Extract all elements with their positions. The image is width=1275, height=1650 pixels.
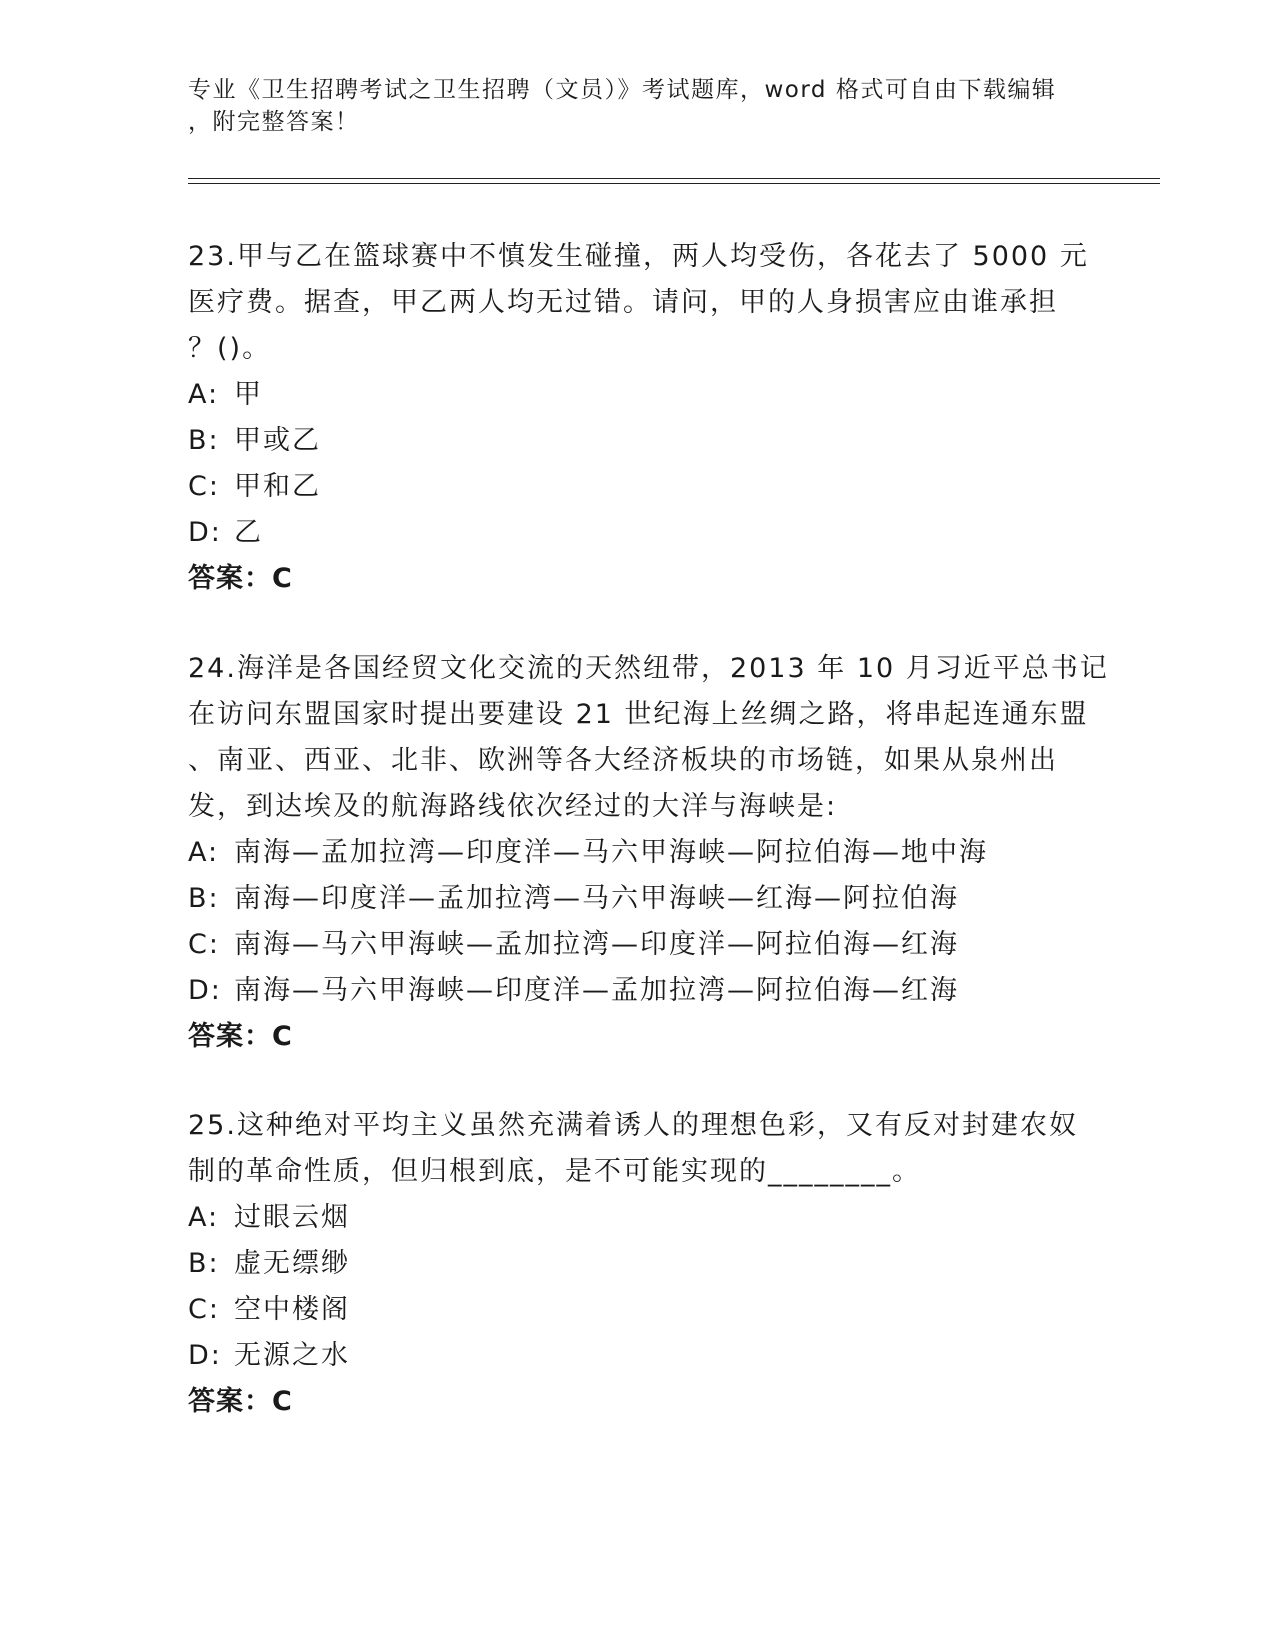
- option-c: [188, 464, 1088, 510]
- option-text: 空中楼阁: [234, 1294, 350, 1325]
- option-a: [188, 372, 1088, 418]
- answer-line: 答案：C: [188, 563, 293, 594]
- option-letter: C:: [188, 1294, 220, 1325]
- option-text: 南海—马六甲海峡—孟加拉湾—印度洋—阿拉伯海—红海: [234, 929, 959, 960]
- question-text: 23.甲与乙在篮球赛中不慎发生碰撞，两人均受伤，各花去了 5000 元: [188, 241, 1089, 272]
- option-letter: D:: [188, 975, 222, 1006]
- question-text: ？()。: [188, 333, 272, 364]
- option-text: 甲: [234, 379, 263, 410]
- header-line: 专业《卫生招聘考试之卫生招聘（文员）》考试题库，word 格式可自由下载编辑: [188, 77, 1057, 103]
- option-b: [188, 876, 1088, 922]
- option-letter: B:: [188, 883, 220, 914]
- question-24: [188, 646, 1109, 1060]
- header-line: ，附完整答案！: [188, 109, 360, 135]
- option-text: 乙: [234, 517, 263, 548]
- option-letter: B:: [188, 425, 220, 456]
- option-text: 虚无缥缈: [234, 1248, 350, 1279]
- question-text: 、南亚、西亚、北非、欧洲等各大经济板块的市场链，如果从泉州出: [188, 745, 1058, 776]
- option-c: [188, 1287, 1088, 1333]
- option-text: 甲或乙: [234, 425, 321, 456]
- answer-line: 答案：C: [188, 1386, 293, 1417]
- question-text: 发，到达埃及的航海路线依次经过的大洋与海峡是:: [188, 791, 838, 822]
- option-b: [188, 418, 1088, 464]
- option-letter: A:: [188, 379, 220, 410]
- option-text: 南海—印度洋—孟加拉湾—马六甲海峡—红海—阿拉伯海: [234, 883, 959, 914]
- option-letter: C:: [188, 471, 220, 502]
- question-text: 在访问东盟国家时提出要建设 21 世纪海上丝绸之路，将串起连通东盟: [188, 699, 1089, 730]
- question-23: [188, 234, 1088, 602]
- question-25: [188, 1103, 1088, 1425]
- option-d: [188, 968, 1088, 1014]
- option-letter: B:: [188, 1248, 220, 1279]
- question-text: 制的革命性质，但归根到底，是不可能实现的________。: [188, 1156, 921, 1187]
- option-text: 无源之水: [234, 1340, 350, 1371]
- header-divider: [188, 178, 1160, 179]
- option-b: [188, 1241, 1088, 1287]
- option-a: [188, 830, 1088, 876]
- option-d: [188, 1333, 1088, 1379]
- header-divider: [188, 183, 1160, 184]
- option-text: 甲和乙: [234, 471, 321, 502]
- option-c: [188, 922, 1088, 968]
- option-a: [188, 1195, 1088, 1241]
- option-letter: A:: [188, 1202, 220, 1233]
- option-letter: A:: [188, 837, 220, 868]
- document-header: [188, 74, 1068, 138]
- option-letter: D:: [188, 517, 222, 548]
- option-text: 过眼云烟: [234, 1202, 350, 1233]
- option-d: [188, 510, 1088, 556]
- option-text: 南海—马六甲海峡—印度洋—孟加拉湾—阿拉伯海—红海: [234, 975, 959, 1006]
- question-text: 24.海洋是各国经贸文化交流的天然纽带，2013 年 10 月习近平总书记: [188, 653, 1109, 684]
- question-text: 25.这种绝对平均主义虽然充满着诱人的理想色彩，又有反对封建农奴: [188, 1110, 1078, 1141]
- answer-line: 答案：C: [188, 1021, 293, 1052]
- option-text: 南海—孟加拉湾—印度洋—马六甲海峡—阿拉伯海—地中海: [234, 837, 988, 868]
- question-text: 医疗费。据查，甲乙两人均无过错。请问，甲的人身损害应由谁承担: [188, 287, 1058, 318]
- option-letter: D:: [188, 1340, 222, 1371]
- option-letter: C:: [188, 929, 220, 960]
